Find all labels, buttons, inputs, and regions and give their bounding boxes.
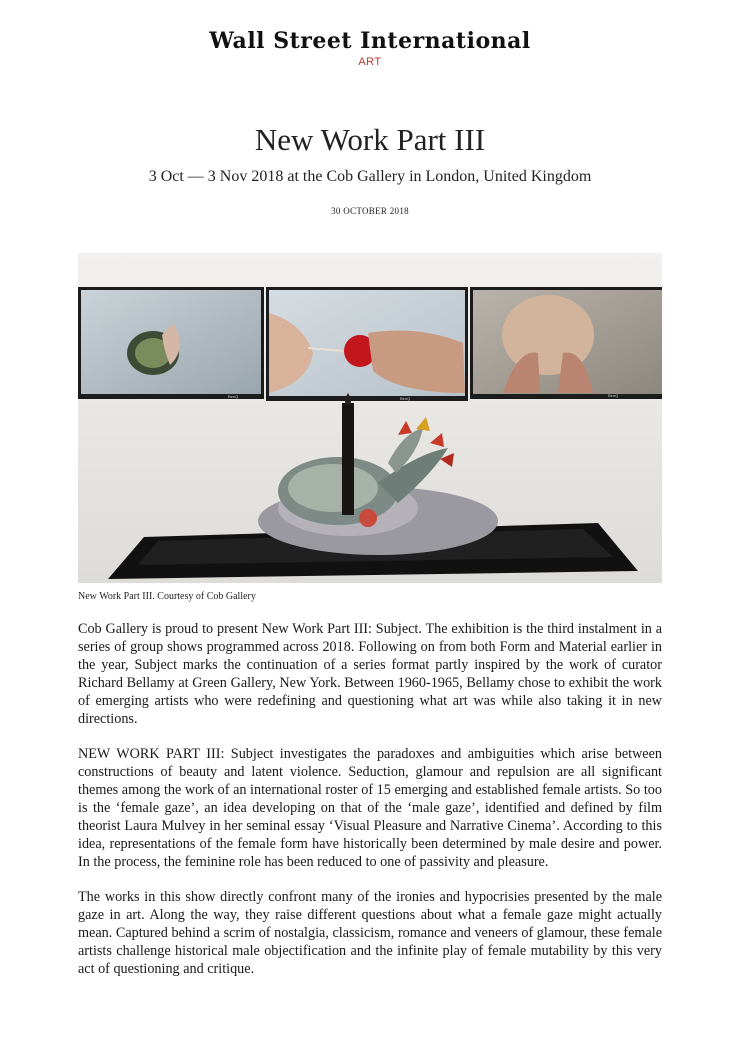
exhibition-photo-illustration [78, 253, 662, 583]
svg-text:BenQ: BenQ [228, 394, 239, 399]
paragraph: NEW WORK PART III: Subject investigates the paradoxes and ambiguities which arise between constructions of beauty and latent violence. Seduction, glamour and repulsion are all significant themes among the work of an international roster of 15 emerging and established female artists. So too is the ‘female gaze’, an idea developing on that of the ‘male gaze’, identified and defined by film theorist Laura Mulvey in her seminal essay ‘Visual Pleasure and Narrative Cinema’. According to this idea, representations of the female form have historically been determined by male desire and power. In the process, the feminine role has been reduced to one of passivity and pleasure. [78, 746, 662, 870]
image-caption: New Work Part III. Courtesy of Cob Gallery [78, 591, 256, 602]
section-label[interactable]: ART [358, 56, 382, 68]
article-subtitle: 3 Oct — 3 Nov 2018 at the Cob Gallery in London, United Kingdom [148, 168, 592, 185]
site-logo[interactable]: Wall Street International [209, 28, 531, 54]
article-title: New Work Part III [254, 122, 486, 157]
article-body [78, 620, 662, 995]
article-date: 30 OCTOBER 2018 [331, 206, 409, 216]
svg-text:BenQ: BenQ [608, 393, 619, 398]
masthead [0, 28, 740, 68]
paragraph: The works in this show directly confront many of the ironies and hypocrisies presented by the male gaze in art. Along the way, they raise different questions about what a female gaze might actually mean. Captured behind a scrim of nostalgia, classicism, romance and veneers of glamour, these female artists challenge historical male objectification and the infinite play of female mutability by this very act of questioning and critique. [78, 889, 662, 977]
paragraph: Cob Gallery is proud to present New Work Part III: Subject. The exhibition is the third instalment in a series of group shows programmed across 2018. Following on from both Form and Material earlier in the year, Subject marks the continuation of a series format partly inspired by the work of curator Richard Bellamy at Green Gallery, New York. Between 1960-1965, Bellamy chose to exhibit the work of emerging artists who were redefining and questioning what art was while also taking it in new directions. [78, 621, 662, 727]
svg-text:BenQ: BenQ [400, 396, 411, 401]
exhibition-photo [78, 253, 662, 583]
